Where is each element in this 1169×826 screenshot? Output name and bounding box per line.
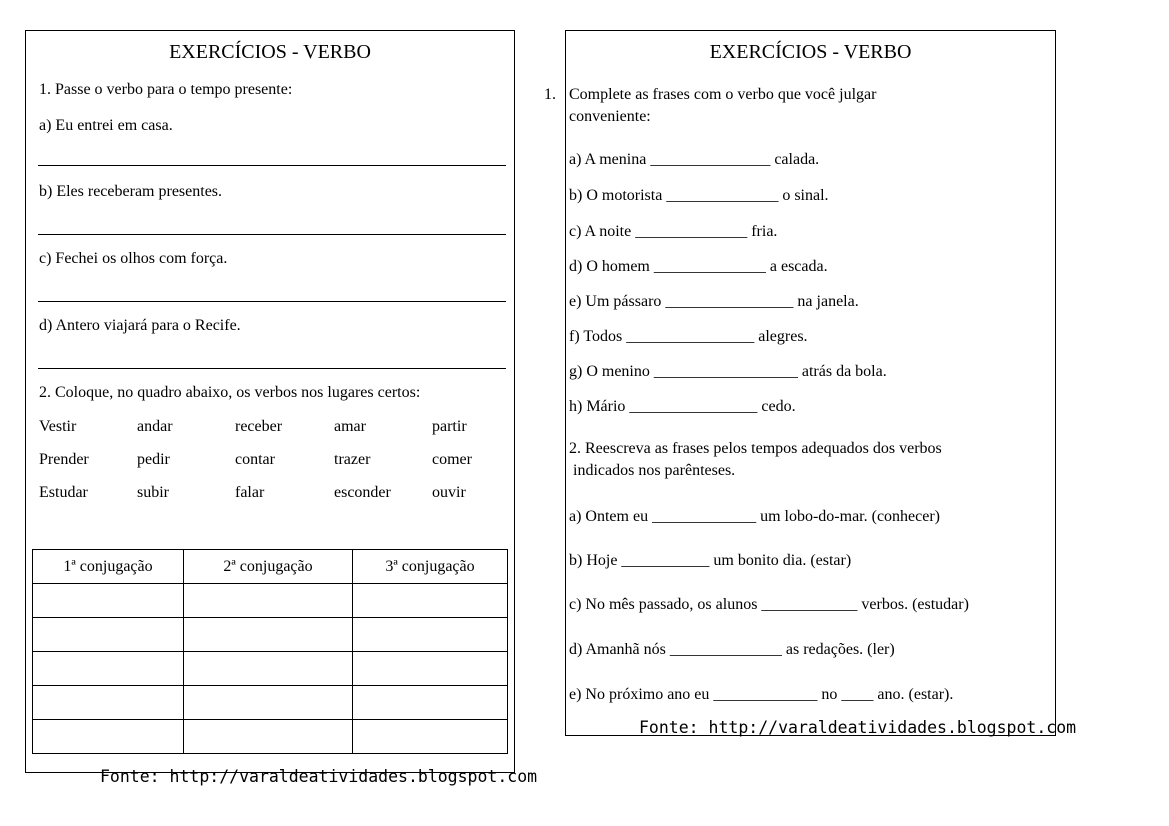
question-1-number: 1.: [544, 86, 556, 103]
complete-item: f) Todos ________________ alegres.: [569, 328, 808, 345]
verb-word: comer: [432, 451, 472, 468]
verb-word: Estudar: [39, 484, 88, 501]
complete-item: e) Um pássaro ________________ na janela.: [569, 293, 859, 310]
conjugation-table: [32, 549, 508, 754]
table-cell[interactable]: [33, 618, 184, 652]
table-cell[interactable]: [184, 652, 353, 686]
answer-line: [38, 234, 506, 235]
answer-line: [38, 368, 506, 369]
complete-item: c) A noite ______________ fria.: [569, 223, 778, 240]
table-cell[interactable]: [353, 618, 508, 652]
verb-word: ouvir: [432, 484, 466, 501]
complete-item: g) O menino __________________ atrás da bola.: [569, 363, 887, 380]
table-cell[interactable]: [353, 720, 508, 754]
table-cell[interactable]: [33, 686, 184, 720]
table-cell[interactable]: [184, 686, 353, 720]
rewrite-item: b) Hoje ___________ um bonito dia. (estar): [569, 552, 852, 569]
exercise-item: d) Antero viajará para o Recife.: [39, 317, 241, 334]
verb-word: amar: [334, 418, 366, 435]
table-cell[interactable]: [184, 618, 353, 652]
question-2-title-cont: indicados nos parênteses.: [569, 462, 736, 479]
rewrite-item: c) No mês passado, os alunos ____________ verbos. (estudar): [569, 596, 969, 613]
rewrite-item: a) Ontem eu _____________ um lobo-do-mar. (conhecer): [569, 508, 941, 525]
answer-line: [38, 165, 506, 166]
verb-word: trazer: [334, 451, 371, 468]
table-cell[interactable]: [184, 720, 353, 754]
verb-word: Vestir: [39, 418, 77, 435]
table-row: [33, 686, 508, 720]
verb-word: Prender: [39, 451, 89, 468]
verb-word: receber: [235, 418, 283, 435]
verb-word: pedir: [137, 451, 170, 468]
answer-line: [38, 301, 506, 302]
source-credit: Fonte: http://varaldeatividades.blogspot.com: [100, 767, 538, 786]
rewrite-item: e) No próximo ano eu _____________ no ____ ano. (estar).: [569, 686, 954, 703]
question-2-title: 2. Coloque, no quadro abaixo, os verbos nos lugares certos:: [39, 384, 421, 401]
table-row: [33, 584, 508, 618]
table-cell[interactable]: [353, 686, 508, 720]
question-1-title: Complete as frases com o verbo que você julgar: [569, 86, 877, 103]
worksheet-title: EXERCÍCIOS - VERBO: [709, 41, 912, 63]
verb-word: partir: [432, 418, 467, 435]
table-cell[interactable]: [33, 584, 184, 618]
table-header-row: [33, 550, 508, 584]
worksheet-right: [565, 30, 1056, 736]
rewrite-item: d) Amanhã nós ______________ as redações. (ler): [569, 641, 895, 658]
exercise-item: c) Fechei os olhos com força.: [39, 250, 228, 267]
source-credit: Fonte: http://varaldeatividades.blogspot.com: [639, 718, 1077, 737]
table-header: 1ª conjugação: [33, 550, 184, 584]
table-header: 2ª conjugação: [184, 550, 353, 584]
table-row: [33, 652, 508, 686]
complete-item: a) A menina _______________ calada.: [569, 151, 820, 168]
table-row: [33, 720, 508, 754]
verb-word: subir: [137, 484, 169, 501]
verb-word: andar: [137, 418, 173, 435]
verb-word: falar: [235, 484, 265, 501]
question-2-title: 2. Reescreva as frases pelos tempos adequados dos verbos: [569, 440, 942, 457]
table-cell[interactable]: [353, 652, 508, 686]
question-1-title: 1. Passe o verbo para o tempo presente:: [39, 81, 293, 98]
table-row: [33, 618, 508, 652]
verb-word: esconder: [334, 484, 391, 501]
complete-item: d) O homem ______________ a escada.: [569, 258, 828, 275]
table-cell[interactable]: [353, 584, 508, 618]
question-1-title-cont: conveniente:: [569, 108, 651, 125]
table-cell[interactable]: [33, 720, 184, 754]
table-cell[interactable]: [33, 652, 184, 686]
complete-item: b) O motorista ______________ o sinal.: [569, 187, 829, 204]
complete-item: h) Mário ________________ cedo.: [569, 398, 796, 415]
exercise-item: b) Eles receberam presentes.: [39, 183, 223, 200]
worksheet-left: [25, 30, 515, 773]
table-cell[interactable]: [184, 584, 353, 618]
worksheet-title: EXERCÍCIOS - VERBO: [169, 41, 371, 63]
verb-word: contar: [235, 451, 275, 468]
table-header: 3ª conjugação: [353, 550, 508, 584]
exercise-item: a) Eu entrei em casa.: [39, 117, 173, 134]
